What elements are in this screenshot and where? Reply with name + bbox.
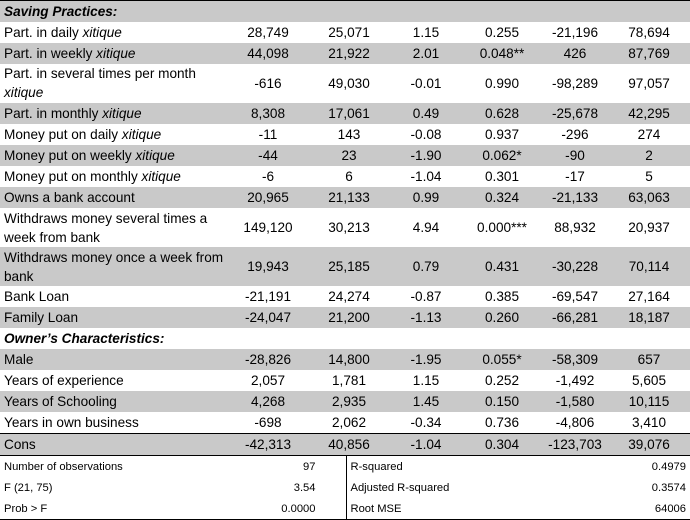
- variable-label-text: Money put on daily: [4, 126, 122, 142]
- value-cell: -69,547: [551, 288, 599, 304]
- variable-label: [0, 124, 228, 145]
- variable-label-italic: xitique: [96, 45, 136, 61]
- variable-label: [0, 22, 228, 43]
- variable-label: [0, 370, 228, 391]
- statistic-value: 0.0000: [228, 498, 346, 520]
- variable-label: [0, 434, 228, 456]
- table-row: [0, 307, 690, 328]
- table-row: [0, 412, 690, 434]
- value-cell: -123,703: [542, 434, 608, 456]
- value-cell: 19,943: [228, 247, 308, 286]
- value-cell: 21,922: [308, 43, 390, 64]
- variable-label: [0, 145, 228, 166]
- variable-label-text: Years in own business: [4, 414, 139, 430]
- table-row: [0, 145, 690, 166]
- value-cell: -616: [254, 75, 282, 91]
- value-cell: -1.04: [410, 168, 442, 184]
- value-cell: -0.08: [410, 126, 442, 142]
- value-cell: 39,076: [608, 434, 690, 456]
- value-cell: 2,935: [308, 391, 390, 412]
- value-cell: -1.90: [390, 145, 462, 166]
- value-cell: -44: [228, 145, 308, 166]
- variable-label-text: Years of experience: [4, 372, 124, 388]
- value-cell: 25,071: [328, 24, 370, 40]
- value-cell: 0.260: [462, 307, 542, 328]
- value-cell: 63,063: [608, 187, 690, 208]
- value-cell: 274: [637, 126, 661, 142]
- value-cell: 0.062*: [462, 145, 542, 166]
- value-cell: 20,965: [228, 187, 308, 208]
- value-cell: 0.255: [484, 24, 520, 40]
- section-title-text: Saving Practices:: [4, 3, 118, 19]
- value-cell: 143: [337, 126, 361, 142]
- value-cell: 2,062: [331, 414, 367, 430]
- value-cell: 5: [645, 168, 653, 184]
- variable-label-italic: xitique: [135, 147, 175, 163]
- table-row: [0, 22, 690, 43]
- model-statistics-body: [0, 456, 690, 520]
- section-header-row: [0, 328, 690, 349]
- variable-label-text: Cons: [4, 436, 36, 452]
- variable-label: [0, 208, 228, 247]
- statistics-row: [0, 477, 690, 498]
- value-cell: 1.15: [412, 372, 440, 388]
- value-cell: -296: [561, 126, 589, 142]
- value-cell: -1.95: [390, 349, 462, 370]
- value-cell: 97,057: [628, 75, 670, 91]
- section-header-row: [0, 1, 690, 23]
- statistic-value: 0.3574: [651, 481, 686, 494]
- value-cell: -4,806: [555, 414, 595, 430]
- variable-label: [0, 103, 228, 124]
- variable-label: [0, 412, 228, 434]
- value-cell: -66,281: [542, 307, 608, 328]
- variable-label-text: Part. in daily: [4, 24, 83, 40]
- statistic-value: 97: [228, 456, 346, 477]
- variable-label: [0, 391, 228, 412]
- value-cell: 25,185: [308, 247, 390, 286]
- value-cell: 1.15: [412, 24, 440, 40]
- value-cell: -17: [565, 168, 585, 184]
- value-cell: 70,114: [608, 247, 690, 286]
- variable-label-text: Part. in weekly: [4, 45, 97, 61]
- table-row: [0, 434, 690, 456]
- variable-label: [0, 43, 228, 64]
- value-cell: -1,492: [555, 372, 595, 388]
- table-row: [0, 370, 690, 391]
- value-cell: 4.94: [412, 219, 440, 235]
- value-cell: -24,047: [228, 307, 308, 328]
- statistic-label: Prob > F: [0, 498, 228, 520]
- value-cell: 3,410: [632, 414, 667, 430]
- value-cell: 40,856: [308, 434, 390, 456]
- variable-label: [0, 349, 228, 370]
- value-cell: 5,605: [632, 372, 667, 388]
- value-cell: 0.301: [484, 168, 520, 184]
- variable-label-italic: xitique: [121, 126, 162, 142]
- statistic-label: F (21, 75): [4, 481, 53, 494]
- value-cell: 0.79: [390, 247, 462, 286]
- statistics-row: [0, 456, 690, 477]
- variable-label-text: Withdraws money several times a week from bank: [4, 210, 208, 245]
- statistic-label: Number of observations: [4, 460, 123, 473]
- value-cell: 426: [542, 43, 608, 64]
- variable-label-text: Bank Loan: [4, 288, 70, 304]
- variable-label-italic: xitique: [82, 24, 122, 40]
- value-cell: 149,120: [243, 219, 293, 235]
- value-cell: -698: [254, 414, 282, 430]
- value-cell: 2,057: [250, 372, 286, 388]
- statistic-label: Root MSE: [346, 498, 606, 520]
- value-cell: 0.628: [462, 103, 542, 124]
- value-cell: 30,213: [328, 219, 370, 235]
- value-cell: -21,133: [542, 187, 608, 208]
- value-cell: 2: [608, 145, 690, 166]
- value-cell: -30,228: [542, 247, 608, 286]
- value-cell: 1.45: [390, 391, 462, 412]
- value-cell: 18,187: [608, 307, 690, 328]
- value-cell: 0.000***: [477, 219, 527, 235]
- table-row: [0, 286, 690, 307]
- value-cell: 49,030: [328, 75, 370, 91]
- value-cell: 0.324: [462, 187, 542, 208]
- value-cell: 0.990: [484, 75, 520, 91]
- value-cell: -25,678: [542, 103, 608, 124]
- value-cell: 1,781: [331, 372, 367, 388]
- value-cell: 27,164: [628, 288, 670, 304]
- variable-label-text: Part. in monthly: [4, 105, 103, 121]
- variable-label-italic: xitique: [102, 105, 142, 121]
- value-cell: 21,200: [308, 307, 390, 328]
- value-cell: 0.431: [462, 247, 542, 286]
- variable-label-text: Male: [4, 351, 34, 367]
- value-cell: -1,580: [542, 391, 608, 412]
- value-cell: 0.49: [390, 103, 462, 124]
- variable-label: [0, 64, 228, 103]
- value-cell: 24,274: [328, 288, 370, 304]
- table-row: [0, 247, 690, 286]
- variable-label-text: Family Loan: [4, 309, 79, 325]
- variable-label-text: Part. in several times per month: [4, 66, 196, 81]
- table-row: [0, 64, 690, 103]
- value-cell: 0.048**: [462, 43, 542, 64]
- value-cell: -90: [542, 145, 608, 166]
- section-title: [0, 1, 690, 23]
- variable-label: [0, 286, 228, 307]
- table-row: [0, 43, 690, 64]
- variable-label: [0, 247, 228, 286]
- section-title-text: Owner’s Characteristics:: [4, 330, 165, 346]
- variable-label-text: Years of Schooling: [4, 393, 117, 409]
- value-cell: 0.252: [484, 372, 520, 388]
- table-row: [0, 208, 690, 247]
- variable-label-text: Owns a bank account: [4, 189, 135, 205]
- value-cell: -1.04: [390, 434, 462, 456]
- value-cell: 657: [608, 349, 690, 370]
- value-cell: 42,295: [608, 103, 690, 124]
- value-cell: 78,694: [628, 24, 670, 40]
- value-cell: 6: [345, 168, 353, 184]
- table-row: [0, 124, 690, 145]
- statistic-value: 0.4979: [651, 460, 686, 473]
- table-row: [0, 187, 690, 208]
- variable-label-text: Money put on weekly: [4, 147, 136, 163]
- value-cell: -98,289: [551, 75, 599, 91]
- value-cell: 44,098: [228, 43, 308, 64]
- value-cell: 23: [308, 145, 390, 166]
- value-cell: -58,309: [542, 349, 608, 370]
- value-cell: 87,769: [608, 43, 690, 64]
- statistic-value: 64006: [606, 498, 690, 520]
- value-cell: -0.01: [410, 75, 442, 91]
- variable-label: [0, 166, 228, 187]
- variable-label-italic: xitique: [4, 85, 44, 100]
- statistic-label: Adjusted R-squared: [350, 481, 450, 494]
- value-cell: 10,115: [608, 391, 690, 412]
- model-statistics-table: [0, 456, 690, 520]
- statistic-label: R-squared: [350, 460, 403, 473]
- value-cell: 0.736: [484, 414, 520, 430]
- statistic-value: 3.54: [228, 477, 346, 498]
- section-title: [0, 328, 690, 349]
- value-cell: 0.385: [484, 288, 520, 304]
- regression-table-body: [0, 1, 690, 456]
- value-cell: -6: [261, 168, 275, 184]
- value-cell: 0.937: [484, 126, 520, 142]
- value-cell: -28,826: [228, 349, 308, 370]
- value-cell: -1.13: [390, 307, 462, 328]
- variable-label-text: Withdraws money once a week from bank: [4, 249, 224, 284]
- table-row: [0, 103, 690, 124]
- value-cell: 17,061: [308, 103, 390, 124]
- variable-label: [0, 307, 228, 328]
- value-cell: 14,800: [308, 349, 390, 370]
- value-cell: 0.99: [390, 187, 462, 208]
- value-cell: 20,937: [628, 219, 670, 235]
- value-cell: 8,308: [228, 103, 308, 124]
- variable-label-italic: xitique: [141, 168, 181, 184]
- value-cell: 0.055*: [462, 349, 542, 370]
- value-cell: 4,268: [228, 391, 308, 412]
- value-cell: -11: [258, 126, 278, 142]
- value-cell: 2.01: [390, 43, 462, 64]
- table-row: [0, 391, 690, 412]
- table-row: [0, 349, 690, 370]
- variable-label-text: Money put on monthly: [4, 168, 142, 184]
- value-cell: -21,191: [244, 288, 292, 304]
- statistics-row: [0, 498, 690, 520]
- value-cell: 0.304: [462, 434, 542, 456]
- value-cell: 88,932: [554, 219, 596, 235]
- value-cell: -21,196: [551, 24, 599, 40]
- variable-label: [0, 187, 228, 208]
- value-cell: 0.150: [462, 391, 542, 412]
- value-cell: -42,313: [228, 434, 308, 456]
- table-row: [0, 166, 690, 187]
- value-cell: -0.34: [410, 414, 442, 430]
- value-cell: 21,133: [308, 187, 390, 208]
- value-cell: 28,749: [247, 24, 289, 40]
- value-cell: -0.87: [410, 288, 442, 304]
